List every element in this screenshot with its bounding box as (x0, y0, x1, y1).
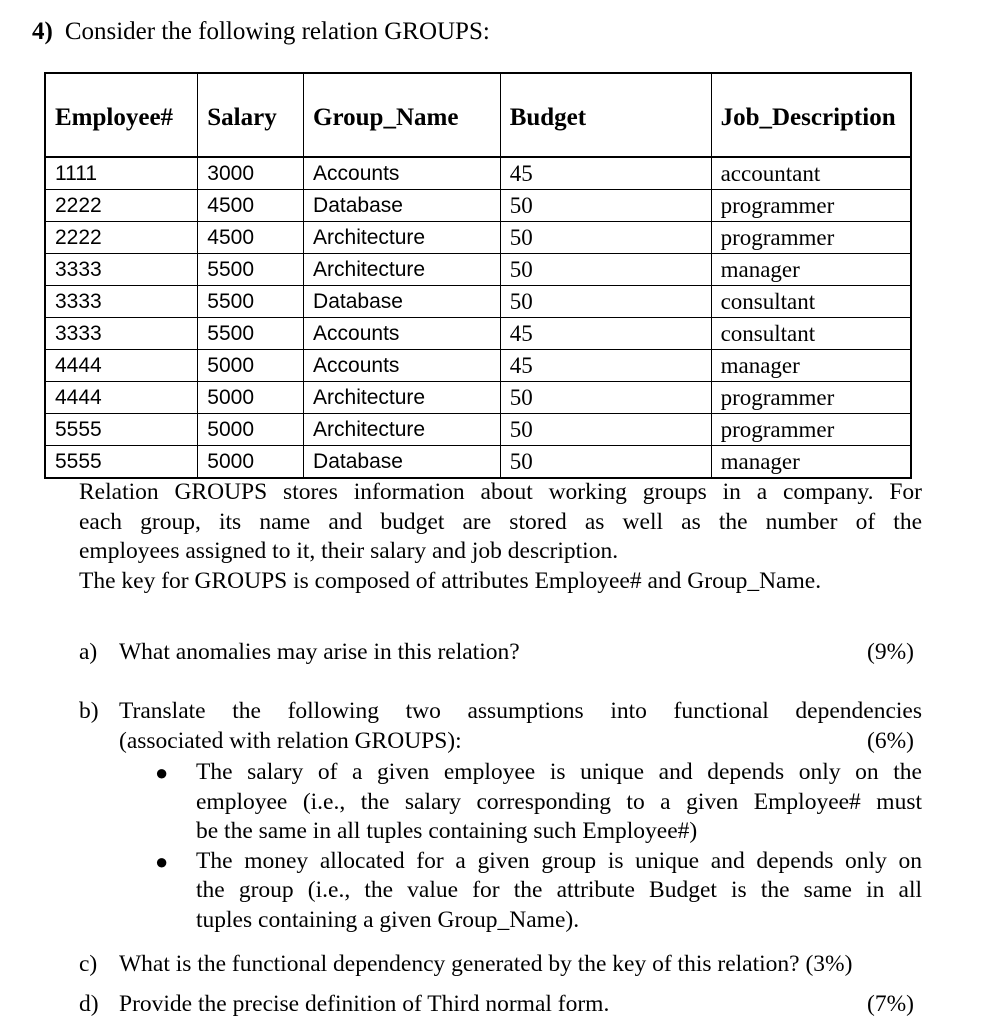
cell-group-name: Database (304, 286, 501, 318)
table-row (45, 318, 911, 350)
question-b-points: (6%) (867, 727, 914, 754)
table-row (45, 254, 911, 286)
question-b-label: b) (79, 698, 99, 724)
cell-group-name: Architecture (304, 254, 501, 286)
cell-job-description: accountant (711, 157, 911, 190)
cell-employee: 4444 (45, 350, 198, 382)
table-row (45, 382, 911, 414)
cell-job-description: manager (711, 254, 911, 286)
table-row (45, 222, 911, 254)
table-row (45, 157, 911, 190)
bullet-icon: ● (155, 848, 169, 874)
cell-group-name: Architecture (304, 414, 501, 446)
assumption-list (155, 758, 922, 935)
question-c-text: What is the functional dependency generated by the key of this relation? (3%) (119, 951, 853, 977)
cell-budget: 50 (500, 254, 711, 286)
cell-job-description: programmer (711, 382, 911, 414)
assumption-line: employee (i.e., the salary corresponding to a given Employee# must (196, 788, 922, 815)
cell-job-description: consultant (711, 318, 911, 350)
cell-group-name: Accounts (304, 157, 501, 190)
assumption-line: be the same in all tuples containing such Employee#) (196, 818, 698, 844)
cell-budget: 45 (500, 157, 711, 190)
table-row (45, 446, 911, 479)
assumption-line: The money allocated for a given group is unique and depends only on (196, 847, 922, 874)
cell-job-description: programmer (711, 222, 911, 254)
table-row (45, 286, 911, 318)
cell-employee: 3333 (45, 286, 198, 318)
question-a-points: (9%) (867, 639, 914, 665)
assumption-item (155, 758, 922, 847)
cell-salary: 4500 (198, 222, 304, 254)
cell-budget: 50 (500, 446, 711, 479)
table-header-row (45, 73, 911, 157)
description-line: each group, its name and budget are stored as well as the number of the (79, 508, 922, 535)
question-d-text: Provide the precise definition of Third normal form. (119, 991, 610, 1017)
cell-employee: 2222 (45, 222, 198, 254)
col-header-salary: Salary (198, 73, 304, 157)
cell-salary: 5000 (198, 350, 304, 382)
cell-employee: 3333 (45, 318, 198, 350)
cell-budget: 50 (500, 222, 711, 254)
assumption-line: The salary of a given employee is unique and depends only on the (196, 759, 922, 785)
cell-budget: 50 (500, 414, 711, 446)
cell-budget: 50 (500, 286, 711, 318)
question-heading (32, 18, 490, 46)
cell-budget: 50 (500, 382, 711, 414)
description-line: employees assigned to it, their salary and job description. (79, 538, 619, 564)
col-header-budget: Budget (500, 73, 711, 157)
question-d-label: d) (79, 991, 99, 1017)
cell-salary: 4500 (198, 190, 304, 222)
table-row (45, 190, 911, 222)
cell-salary: 3000 (198, 157, 304, 190)
question-a-text: What anomalies may arise in this relation? (119, 639, 520, 665)
cell-group-name: Database (304, 190, 501, 222)
cell-employee: 5555 (45, 414, 198, 446)
question-c-label: c) (79, 951, 98, 977)
cell-salary: 5000 (198, 446, 304, 479)
col-header-employee: Employee# (45, 73, 198, 157)
cell-group-name: Architecture (304, 382, 501, 414)
bullet-icon: ● (155, 760, 169, 785)
question-number: 4) (32, 18, 53, 45)
question-d (79, 990, 922, 1020)
question-d-points: (7%) (867, 991, 914, 1017)
cell-employee: 2222 (45, 190, 198, 222)
cell-salary: 5500 (198, 254, 304, 286)
question-b (79, 697, 922, 756)
cell-budget: 45 (500, 318, 711, 350)
description-line: Relation GROUPS stores information about working groups in a company. For (79, 479, 922, 505)
question-title: Consider the following relation GROUPS: (64, 18, 490, 45)
cell-salary: 5000 (198, 382, 304, 414)
col-header-job-description: Job_Description (711, 73, 911, 157)
cell-salary: 5000 (198, 414, 304, 446)
description-line: The key for GROUPS is composed of attributes Employee# and Group_Name. (79, 567, 822, 594)
cell-job-description: manager (711, 350, 911, 382)
groups-relation-table (44, 72, 912, 479)
table-row (45, 350, 911, 382)
question-a (79, 638, 922, 668)
question-b-text: (associated with relation GROUPS): (119, 727, 462, 754)
cell-budget: 45 (500, 350, 711, 382)
col-header-group-name: Group_Name (304, 73, 501, 157)
cell-salary: 5500 (198, 286, 304, 318)
assumption-item (155, 847, 922, 936)
assumption-line: the group (i.e., the value for the attribute Budget is the same in all (196, 877, 922, 903)
cell-job-description: programmer (711, 190, 911, 222)
cell-employee: 1111 (45, 157, 198, 190)
cell-group-name: Architecture (304, 222, 501, 254)
cell-group-name: Accounts (304, 350, 501, 382)
question-b-text: Translate the following two assumptions into functional dependencies (119, 698, 922, 724)
question-c (79, 950, 922, 980)
relation-description (79, 478, 922, 596)
cell-group-name: Accounts (304, 318, 501, 350)
cell-employee: 5555 (45, 446, 198, 479)
cell-salary: 5500 (198, 318, 304, 350)
question-a-label: a) (79, 639, 98, 665)
cell-employee: 4444 (45, 382, 198, 414)
cell-employee: 3333 (45, 254, 198, 286)
assumption-line: tuples containing a given Group_Name). (196, 906, 580, 933)
cell-job-description: programmer (711, 414, 911, 446)
cell-job-description: consultant (711, 286, 911, 318)
table-row (45, 414, 911, 446)
cell-budget: 50 (500, 190, 711, 222)
cell-group-name: Database (304, 446, 501, 479)
cell-job-description: manager (711, 446, 911, 479)
